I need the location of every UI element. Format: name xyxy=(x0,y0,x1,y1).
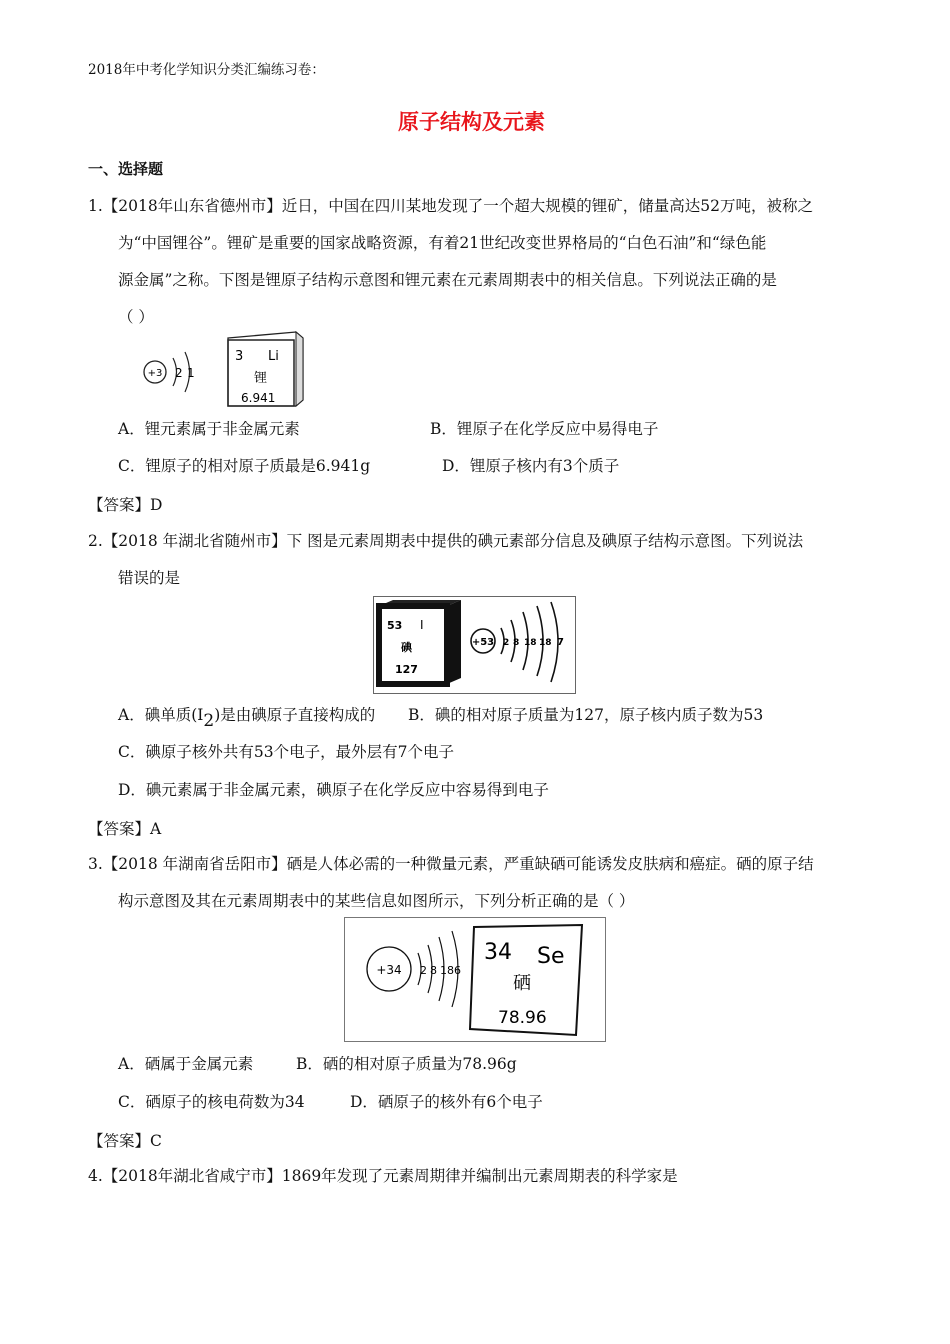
option-b: B．锂原子在化学反应中易得电子 xyxy=(430,420,659,438)
answer: 【答案】A xyxy=(88,820,162,838)
element-symbol: I xyxy=(420,618,424,632)
electron-shell-count: 6 xyxy=(454,964,461,977)
question-text-line: 1.【2018年山东省德州市】近日，中国在四川某地发现了一个超大规模的锂矿，储量高达52万吨，被称之 xyxy=(88,197,813,215)
electron-shell-count: 2 xyxy=(503,638,510,648)
question-text-line: 构示意图及其在元素周期表中的某些信息如图所示，下列分析正确的是（ ） xyxy=(118,892,635,910)
electron-shell-count: 8 xyxy=(513,638,520,648)
question-text-line: 4.【2018年湖北省咸宁市】1869年发现了元素周期律并编制出元素周期表的科学家是 xyxy=(88,1167,678,1185)
element-symbol: Li xyxy=(268,349,279,364)
lithium-figure xyxy=(138,330,308,408)
option-b: B．硒的相对原子质量为78.96g xyxy=(296,1055,517,1073)
question-text-line: 源金属”之称。下图是锂原子结构示意图和锂元素在元素周期表中的相关信息。下列说法正确的是 xyxy=(118,271,777,289)
atomic-mass: 78.96 xyxy=(498,1008,547,1028)
option-a xyxy=(118,705,376,731)
option-c: C．碘原子核外共有53个电子，最外层有7个电子 xyxy=(118,743,454,761)
atom-structure-diagram xyxy=(144,352,195,392)
option-a: A．锂元素属于非金属元素 xyxy=(118,420,300,438)
element-name: 硒 xyxy=(513,973,531,994)
nucleus-charge: +3 xyxy=(147,368,163,379)
element-name: 锂 xyxy=(254,371,268,386)
atomic-mass: 127 xyxy=(395,663,418,676)
option-a: A．硒属于金属元素 xyxy=(118,1055,254,1073)
electron-shell-count: 2 xyxy=(420,964,427,977)
atomic-number: 34 xyxy=(484,940,512,965)
option-d: D．锂原子核内有3个质子 xyxy=(442,457,620,475)
iodine-figure xyxy=(373,596,576,694)
page-title: 原子结构及元素 xyxy=(398,109,545,134)
question-text-line: 3.【2018 年湖南省岳阳市】硒是人体必需的一种微量元素，严重缺硒可能诱发皮肤病和癌症。硒的原子结 xyxy=(88,855,814,873)
option-c: C．锂原子的相对原子质最是6.941g xyxy=(118,457,371,475)
electron-shell-count: 2 xyxy=(175,366,183,380)
electron-shell-count: 8 xyxy=(430,964,437,977)
question-text-line: 为“中国锂谷”。锂矿是重要的国家战略资源，有着21世纪改变世界格局的“白色石油”和“绿色能 xyxy=(118,234,767,252)
option-a-text-end: )是由碘原子直接构成的 xyxy=(214,706,376,724)
electron-shell-count: 7 xyxy=(557,637,564,648)
atomic-number: 3 xyxy=(235,349,244,364)
atomic-number: 53 xyxy=(387,619,403,632)
electron-shell-count: 18 xyxy=(539,638,552,648)
electron-shell-count: 18 xyxy=(524,638,537,648)
atomic-mass: 6.941 xyxy=(241,391,276,405)
element-cell xyxy=(379,600,461,684)
element-cell xyxy=(228,332,303,406)
selenium-figure xyxy=(344,917,606,1042)
nucleus-charge: +34 xyxy=(376,963,402,977)
option-b: B．碘的相对原子质量为127，原子核内质子数为53 xyxy=(408,706,764,724)
electron-shell-count: 1 xyxy=(187,366,195,380)
electron-shell-count: 18 xyxy=(440,964,454,977)
option-a-text: A．碘单质(I xyxy=(118,706,204,724)
subscript: 2 xyxy=(203,711,215,731)
answer: 【答案】C xyxy=(88,1132,162,1150)
question-text-line: 2.【2018 年湖北省随州市】下 图是元素周期表中提供的碘元素部分信息及碘原子结构示意图。下列说法 xyxy=(88,532,804,550)
option-d: D．碘元素属于非金属元素，碘原子在化学反应中容易得到电子 xyxy=(118,781,549,799)
nucleus-charge: +53 xyxy=(471,637,495,648)
page-header: 2018年中考化学知识分类汇编练习卷： xyxy=(88,62,325,78)
question-text-line: 错误的是 xyxy=(118,569,181,587)
option-c: C．硒原子的核电荷数为34 xyxy=(118,1093,305,1111)
question-text-line: （ ） xyxy=(118,308,154,326)
element-name: 碘 xyxy=(401,641,412,654)
option-d: D．硒原子的核外有6个电子 xyxy=(350,1093,543,1111)
answer: 【答案】D xyxy=(88,496,163,514)
element-cell xyxy=(470,925,582,1035)
section-heading: 一、选择题 xyxy=(88,160,164,178)
element-symbol: Se xyxy=(537,944,565,969)
